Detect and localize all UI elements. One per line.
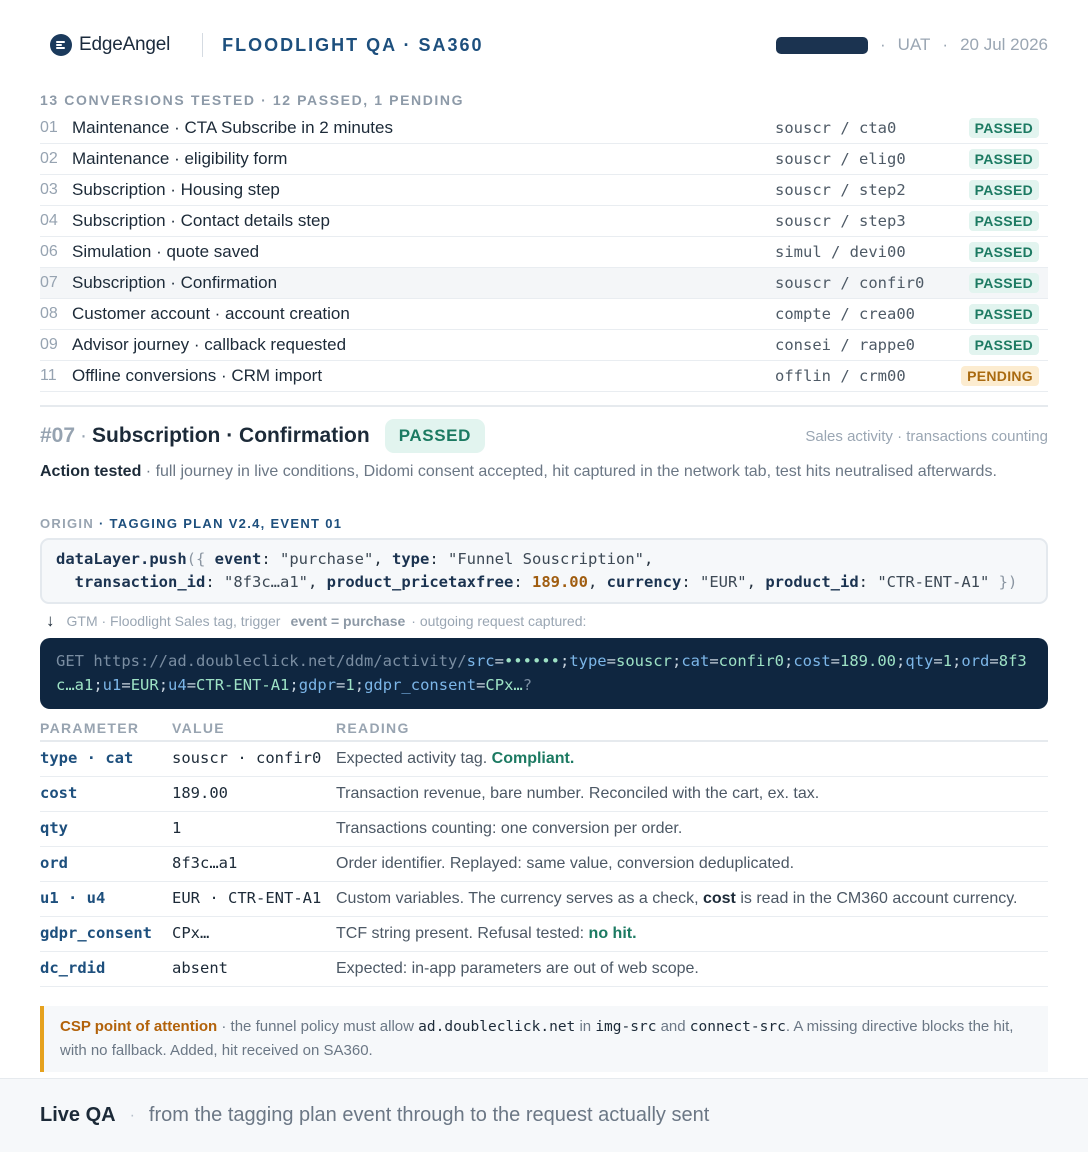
conversion-code: consei / rappe0 (775, 336, 915, 354)
param-name: gdpr_consent (40, 924, 152, 942)
column-header: PARAMETER (40, 720, 140, 736)
request-param-value: souscr (615, 652, 672, 670)
conversion-row[interactable] (40, 330, 1048, 361)
action-tested (40, 460, 1040, 483)
conversion-row[interactable] (40, 361, 1048, 392)
status-badge: PASSED (969, 304, 1039, 324)
status-badge: PASSED (969, 242, 1039, 262)
conversion-name: Subscription · Contact details step (72, 211, 330, 230)
request-param-key: cat (681, 652, 710, 670)
conversion-code: souscr / step2 (775, 181, 906, 199)
conversion-row[interactable] (40, 144, 1048, 175)
request-param-value: CTR-ENT-A1 (196, 676, 290, 694)
reading-verdict: Compliant. (491, 750, 575, 767)
request-param-key: qty (905, 652, 934, 670)
conversion-row[interactable] (40, 299, 1048, 330)
param-reading (336, 888, 1048, 910)
conversion-name: Advisor journey · callback requested (72, 335, 347, 354)
column-header: VALUE (172, 720, 225, 736)
request-param-key: type (569, 652, 607, 670)
code-token: ({ (186, 550, 215, 568)
conversion-number: 02 (40, 150, 58, 167)
arrow-down-icon: ↓ (46, 611, 55, 630)
request-param-key: gdpr (298, 676, 337, 694)
gtm-trigger: event = purchase (290, 613, 406, 629)
conversion-row[interactable] (40, 206, 1048, 237)
param-value: CPx… (172, 924, 210, 942)
status-badge: PASSED (969, 335, 1039, 355)
status-cell (951, 242, 1048, 262)
conversion-name: Subscription · Housing step (72, 180, 280, 199)
csp-note (40, 1006, 1048, 1072)
code-string: "purchase" (280, 550, 374, 568)
code-token: }) (989, 573, 1018, 591)
code-key: currency (606, 573, 682, 591)
reading-text: Transactions counting: one conversion per order. (336, 820, 683, 837)
conversion-row[interactable] (40, 268, 1048, 299)
conversion-number: 01 (40, 119, 58, 136)
environment-label: UAT (897, 35, 931, 54)
conversion-name: Maintenance · eligibility form (72, 149, 288, 168)
param-value: souscr · confir0 (172, 749, 322, 767)
conversion-code: souscr / confir0 (775, 274, 925, 292)
detail-status-badge: PASSED (385, 419, 485, 453)
column-header: READING (336, 720, 410, 736)
footer-title: Live QA (40, 1104, 116, 1126)
param-value: absent (172, 959, 228, 977)
header-meta (776, 35, 1048, 55)
table-header (40, 716, 1048, 742)
conversion-name: Simulation · quote saved (72, 242, 260, 261)
reading-text: Order identifier. Replayed: same value, conversion deduplicated. (336, 855, 795, 872)
csp-text: in (575, 1018, 596, 1035)
conversion-name: Subscription · Confirmation (72, 273, 278, 292)
status-cell (951, 273, 1048, 293)
origin-value: · TAGGING PLAN V2.4, EVENT 01 (98, 516, 343, 531)
request-param-value: 1 (942, 652, 953, 670)
csp-title: CSP point of attention (60, 1018, 218, 1035)
detail-header (40, 418, 1048, 454)
reading-text: Expected activity tag. (336, 750, 492, 767)
request-param-value: •••••• (503, 652, 560, 670)
code-token: dataLayer (56, 550, 140, 568)
code-token: .push (140, 550, 187, 568)
param-value: EUR · CTR-ENT-A1 (172, 889, 322, 907)
csp-code: connect-src (689, 1019, 786, 1035)
reading-text: Custom variables. The currency serves as a check, (336, 890, 703, 907)
param-name: qty (40, 819, 68, 837)
request-param-key: u1 (102, 676, 122, 694)
request-param-key: src (466, 652, 495, 670)
request-param-value: 8f3c…a1 (56, 652, 1027, 694)
reading-emphasis: cost (702, 890, 736, 907)
table-row (40, 882, 1048, 917)
code-string: "EUR" (699, 573, 747, 591)
meta-separator: · (942, 35, 949, 54)
origin-label: ORIGIN (40, 516, 99, 531)
conversion-row[interactable] (40, 175, 1048, 206)
status-cell (951, 304, 1048, 324)
table-row (40, 812, 1048, 847)
reading-text: Transaction revenue, bare number. Reconciled with the cart, ex. tax. (336, 785, 820, 802)
detail-category: Sales activity · transactions counting (805, 427, 1048, 445)
param-value: 189.00 (172, 784, 228, 802)
conversion-number: 04 (40, 212, 58, 229)
reading-text: TCF string present. Refusal tested: (336, 925, 589, 942)
csp-code: ad.doubleclick.net (418, 1019, 576, 1035)
param-value: 8f3c…a1 (172, 854, 238, 872)
param-name: cost (40, 784, 78, 802)
section-divider (40, 405, 1048, 407)
request-param-value: EUR (130, 676, 159, 694)
status-cell (951, 211, 1048, 231)
action-label: Action tested (40, 463, 142, 480)
code-key: product_id (765, 573, 859, 591)
status-badge: PASSED (969, 273, 1039, 293)
detail-title: Subscription · Confirmation (92, 424, 370, 447)
redacted-client (776, 37, 868, 54)
summary-line: 13 CONVERSIONS TESTED · 12 PASSED, 1 PENDING (40, 92, 465, 108)
conversion-code: compte / crea00 (775, 305, 915, 323)
conversion-name: Offline conversions · CRM import (72, 366, 323, 385)
status-cell (951, 149, 1048, 169)
table-row (40, 777, 1048, 812)
status-badge: PASSED (969, 180, 1039, 200)
status-badge: PASSED (969, 211, 1039, 231)
page-header (40, 28, 1048, 62)
table-row (40, 742, 1048, 777)
table-row (40, 847, 1048, 882)
table-row (40, 917, 1048, 952)
conversion-name: Maintenance · CTA Subscribe in 2 minutes (72, 118, 393, 137)
csp-text: and (656, 1018, 690, 1035)
footer-subtitle: from the tagging plan event through to the request actually sent (148, 1104, 710, 1126)
conversion-row[interactable] (40, 113, 1048, 144)
param-reading (336, 923, 1048, 945)
code-number: 189.00 (531, 573, 588, 591)
request-param-value: 1 (345, 676, 355, 694)
code-key: event (214, 550, 262, 568)
conversion-number: 07 (40, 274, 58, 291)
conversion-number: 03 (40, 181, 58, 198)
parameter-table (40, 716, 1048, 987)
conversion-number: 06 (40, 243, 58, 260)
header-divider (202, 33, 203, 57)
request-param-value: 189.00 (840, 652, 897, 670)
request-param-key: gdpr_consent (364, 676, 477, 694)
brand-logo (40, 34, 170, 56)
reading-text: is read in the CM360 account currency. (735, 890, 1018, 907)
param-reading (336, 748, 1048, 770)
brand-name: EdgeAngel (79, 34, 171, 55)
param-name: ord (40, 854, 68, 872)
param-reading (336, 958, 1048, 980)
status-badge: PASSED (969, 149, 1039, 169)
code-string: "8f3c…a1" (224, 573, 308, 591)
report-date: 20 Jul 2026 (960, 35, 1048, 54)
status-badge: PENDING (961, 366, 1039, 386)
request-param-key: u4 (168, 676, 187, 694)
gtm-prefix: GTM · Floodlight Sales tag, trigger (66, 613, 281, 629)
status-cell (951, 366, 1048, 386)
conversion-row[interactable] (40, 237, 1048, 268)
request-method: GET (56, 652, 84, 670)
status-cell (951, 118, 1048, 138)
detail-number: #07 (40, 424, 76, 447)
csp-text: . A missing directive blocks the hit, with no fallback. Added, hit received on SA360. (60, 1018, 1014, 1059)
datalayer-code-block: dataLayer.push({ event: "purchase", type: "Funnel Souscription", transaction_id: "8f3c…a1", product_pricetaxfree: 189.00, currency: "EUR", product_id: "CTR-ENT-A1" }) (40, 538, 1048, 604)
reading-verdict: no hit. (588, 925, 637, 942)
code-string: "CTR-ENT-A1" (877, 573, 990, 591)
footer-dot: · (129, 1106, 135, 1124)
page-footer (0, 1078, 1088, 1152)
status-cell (951, 180, 1048, 200)
param-name: dc_rdid (40, 959, 106, 977)
param-reading (336, 853, 1048, 875)
code-key: transaction_id (74, 573, 206, 591)
table-row (40, 952, 1048, 987)
request-param-key: cost (793, 652, 831, 670)
edgeangel-logo-icon (50, 34, 72, 56)
conversion-code: offlin / crm00 (775, 367, 906, 385)
page-title: FLOODLIGHT QA · SA360 (222, 34, 484, 55)
status-cell (951, 335, 1048, 355)
gtm-line (46, 611, 586, 631)
param-reading (336, 818, 1048, 840)
request-param-key: ord (961, 652, 990, 670)
conversion-number: 11 (40, 367, 57, 384)
param-name: type · cat (40, 749, 134, 767)
request-tail: ? (522, 676, 533, 694)
conversion-code: souscr / step3 (775, 212, 906, 230)
request-param-value: CPx… (485, 676, 523, 694)
request-base-url: https://ad.doubleclick.net/ddm/activity/ (93, 652, 467, 670)
action-text: · full journey in live conditions, Didomi consent accepted, hit captured in the network tab, test hits neutralised afterwards. (141, 463, 997, 480)
csp-text: · the funnel policy must allow (217, 1018, 419, 1035)
request-param-value: confir0 (718, 652, 784, 670)
code-key: type (392, 550, 430, 568)
param-value: 1 (172, 819, 182, 837)
gtm-suffix: · outgoing request captured: (411, 613, 587, 629)
csp-code: img-src (595, 1019, 657, 1035)
conversion-list (40, 113, 1048, 392)
conversion-name: Customer account · account creation (72, 304, 350, 323)
conversion-code: souscr / elig0 (775, 150, 906, 168)
conversion-number: 08 (40, 305, 58, 322)
conversion-code: simul / devi00 (775, 243, 906, 261)
param-name: u1 · u4 (40, 889, 106, 907)
request-code-block: GET https://ad.doubleclick.net/ddm/activity/src=••••••;type=souscr;cat=confir0;cost=189.00;qty=1;ord=8f3c…a1;u1=EUR;u4=CTR-ENT-A1;gdpr=1;gdpr_consent=CPx…? (40, 638, 1048, 709)
origin-line (40, 516, 342, 531)
status-badge: PASSED (969, 118, 1039, 138)
code-string: "Funnel Souscription" (448, 550, 644, 568)
conversion-number: 09 (40, 336, 58, 353)
conversion-code: souscr / cta0 (775, 119, 897, 137)
reading-text: Expected: in-app parameters are out of web scope. (336, 960, 699, 977)
code-key: product_pricetaxfree (326, 573, 514, 591)
detail-dot: · (80, 424, 88, 447)
param-reading (336, 783, 1048, 805)
meta-separator: · (880, 35, 886, 54)
